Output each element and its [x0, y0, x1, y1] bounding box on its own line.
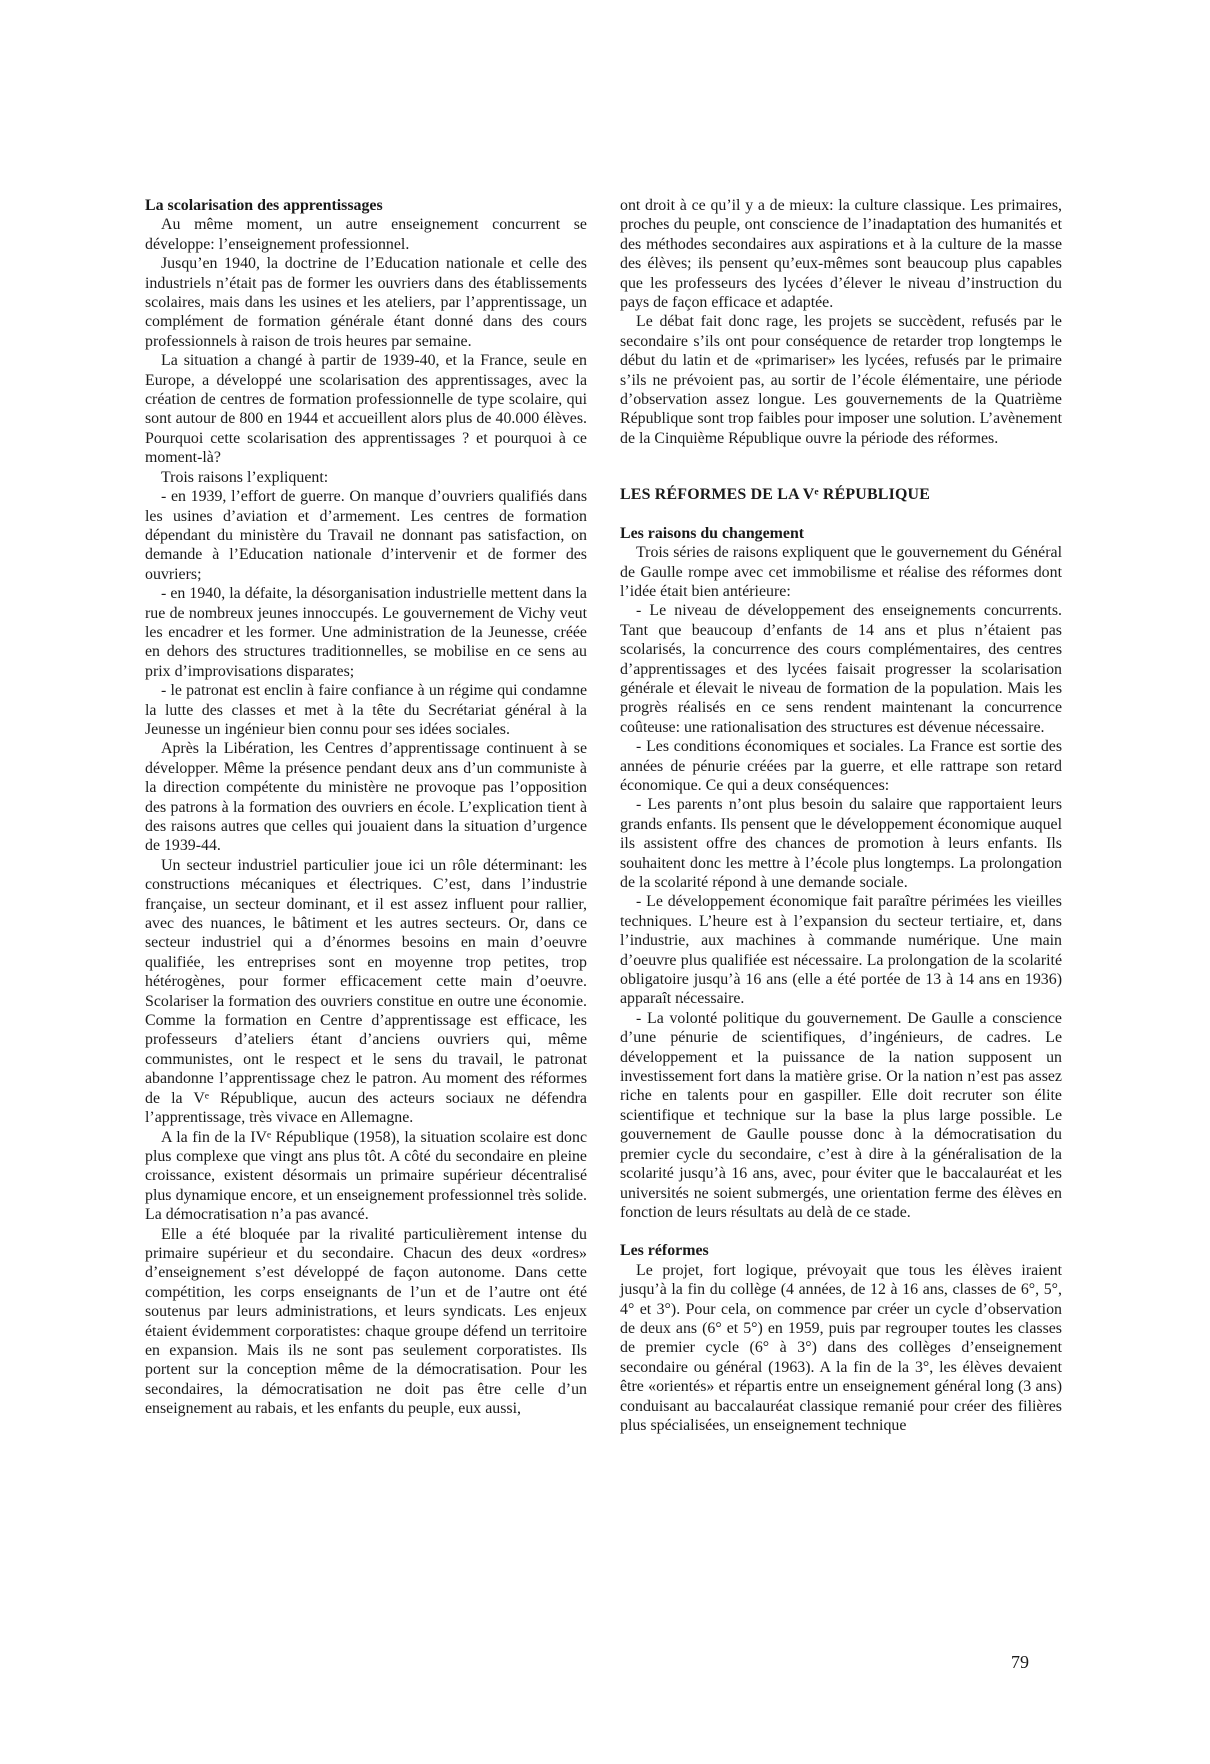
paragraph: A la fin de la IVᵉ République (1958), la situation scolaire est donc plus complexe que vingt ans plus tôt. A côté du secondaire en pleine croissance, existent désormais un primaire supérieur décentralisé plus dynamique encore, et un enseignement professionnel très solide. La démocratisation n’a pas avancé. — [145, 1128, 587, 1224]
subheading-reformes: Les réformes — [620, 1242, 709, 1260]
paragraph: Un secteur industriel particulier joue ici un rôle déterminant: les constructions mécaniques et électriques. C’est, dans l’industrie française, un secteur dominant, et il est assez influent pour rallier, avec des nuances, le bâtiment et les autres secteurs. Or, dans ce secteur industriel qui a d’énormes besoins en main d’oeuvre qualifiée, les entreprises sont en moyenne trop petites, trop hétérogènes, pour former efficacement cette main d’oeuvre. Scolariser la formation des ouvriers constitue en outre une économie. Comme la formation en Centre d’apprentissage est efficace, les professeurs d’ateliers étant d’anciens ouvriers qui, même communistes, ont le respect et le sens du travail, le patronat abandonne l’apprentissage chez le patron. Au moment des réformes de la Vᵉ République, aucun des acteurs sociaux ne défendra l’apprentissage, très vivace en Allemagne. — [145, 856, 587, 1127]
paragraph: Le débat fait donc rage, les projets se succèdent, refusés par le secondaire s’ils ont pour conséquence de retarder trop longtemps le début du latin et de «primariser» les lycées, refusés par le primaire s’ils ne prévoient pas, au sortir de l’école élémentaire, une période d’observation assez longue. Les gouvernements de la Quatrième République sont trop faibles pour imposer une solution. L’avènement de la Cinquième République ouvre la période des réformes. — [620, 313, 1062, 447]
paragraph: - en 1939, l’effort de guerre. On manque d’ouvriers qualifiés dans les usines d’aviation et d’armement. Les centres de formation dépendant du ministère du Travail ne donnant pas satisfaction, on demande à l’Education nationale d’intervenir et de former des ouvriers; — [145, 488, 587, 583]
paragraph: La situation a changé à partir de 1939-40, et la France, seule en Europe, a développé une scolarisation des apprentissages, avec la création de centres de formation professionnelle de type scolaire, qui sont autour de 800 en 1944 et accueillent alors plus de 40.000 élèves. Pourquoi cette scolarisation des apprentissages ? et pourquoi à ce moment-là? — [145, 352, 587, 467]
paragraph: Trois séries de raisons expliquent que le gouvernement du Général de Gaulle rompe avec cet immobilisme et réalise des réformes dont l’idée était bien antérieure: — [620, 544, 1062, 600]
right-column — [620, 196, 1062, 1435]
paragraph: - Le développement économique fait paraître périmées les vieilles techniques. L’heure est à l’expansion du secteur tertiaire, et, dans l’industrie, aux machines à commande numérique. Une main d’oeuvre plus qualifiée est nécessaire. La prolongation de la scolarité obligatoire jusqu’à 16 ans (elle a été portée de 13 à 14 ans en 1936) apparaît nécessaire. — [620, 893, 1062, 1008]
spacer — [620, 448, 1062, 485]
paragraph: ont droit à ce qu’il y a de mieux: la culture classique. Les primaires, proches du peuple, ont conscience de l’inadaptation des humanités et des méthodes secondaires aux aspirations et à la culture de la masse des élèves; ils pensent qu’eux-mêmes sont beaucoup plus capables que les professeurs des lycées d’élever le niveau d’instruction du pays de façon efficace et adaptée. — [620, 197, 1062, 312]
spacer — [620, 1222, 1062, 1241]
section-heading-scolarisation: La scolarisation des apprentissages — [145, 197, 383, 214]
paragraph: Au même moment, un autre enseignement concurrent se développe: l’enseignement professionnel. — [145, 216, 587, 253]
paragraph: Trois raisons l’expliquent: — [161, 468, 329, 486]
paragraph: - Les parents n’ont plus besoin du salaire que rapportaient leurs grands enfants. Ils pensent que le développement économique auquel ils assistent offre des chances de promotion à leurs enfants. Ils souhaitent donc les mettre à l’école plus longtemps. La prolongation de la scolarité répond à une demande sociale. — [620, 796, 1062, 891]
spacer — [620, 505, 1062, 524]
paragraph: - en 1940, la défaite, la désorganisation industrielle mettent dans la rue de nombreux jeunes innoccupés. Le gouvernement de Vichy veut les encadrer et les former. Une administration de la Jeunesse, créée en dehors des structures traditionnelles, se mobilise en ce sens au prix d’improvisations disparates; — [145, 585, 587, 680]
paragraph: Elle a été bloquée par la rivalité particulièrement intense du primaire supérieur et du secondaire. Chacun des deux «ordres» d’enseignement s’est développé de façon autonome. Dans cette compétition, les corps enseignants de l’un et de l’autre ont été soutenus par leurs administrations, et leurs syndicats. Les enjeux étaient évidemment corporatistes: chaque groupe défend un territoire en expansion. Mais ils ne sont pas seulement corporatistes. Ils portent sur la conception même de la démocratisation. Pour les secondaires, la démocratisation ne doit pas être celle d’un enseignement au rabais, et les enfants du peuple, eux aussi, — [145, 1225, 587, 1418]
paragraph: - La volonté politique du gouvernement. De Gaulle a conscience d’une pénurie de scientifiques, d’ingénieurs, de cadres. Le développement et la puissance de la nation supposent un investissement fort dans la matière grise. Or la nation n’est pas assez riche en talents pour en gaspiller. Elle doit recruter son élite scientifique et technique sur la base la plus large possible. Le gouvernement de Gaulle pousse donc à la démocratisation du premier cycle du secondaire, c’est à dire à la généralisation de la scolarité jusqu’à 16 ans, avec, pour éviter que le baccalauréat et les universités ne soient submergés, une orientation ferme des élèves en fonction de leurs résultats au delà de ce stade. — [620, 1009, 1062, 1221]
paragraph: Le projet, fort logique, prévoyait que tous les élèves iraient jusqu’à la fin du collège (4 années, de 12 à 16 ans, classes de 6°, 5°, 4° et 3°). Pour cela, on commence par créer un cycle d’observation de deux ans (6° et 5°) en 1959, puis par regrouper toutes les classes de premier cycle (6° à 3°) dans des collèges d’enseignement secondaire ou général (1963). A la fin de la 3°, les élèves devaient être «orientés» et répartis entre un enseignement général long (3 ans) conduisant au baccalauréat classique remanié pour créer des filières plus spécialisées, un enseignement technique — [620, 1261, 1062, 1434]
page-number: 79 — [1011, 1652, 1029, 1672]
paragraph: Jusqu’en 1940, la doctrine de l’Education nationale et celle des industriels n’était pas de former les ouvriers dans des établissements scolaires, mais dans les usines et les ateliers, par l’apprentissage, un complément de formation générale étant donné dans des cours professionnels à raison de trois heures par semaine. — [145, 255, 587, 350]
subheading-raisons: Les raisons du changement — [620, 524, 805, 542]
left-column — [145, 196, 587, 1419]
paragraph: - le patronat est enclin à faire confiance à un régime qui condamne la lutte des classes et met à la tête du Secrétariat général à la Jeunesse un ingénieur bien connu pour ses idées sociales. — [145, 682, 587, 738]
section-title-reformes: LES RÉFORMES DE LA Vᵉ RÉPUBLIQUE — [620, 486, 930, 504]
paragraph: - Le niveau de développement des enseignements concurrents. Tant que beaucoup d’enfants de 14 ans et plus n’étaient pas scolarisés, la concurrence des cours complémentaires, des centres d’apprentissages et des lycées faisait progresser la scolarisation générale et élevait le niveau de formation de la population. Mais les progrès réalisés en ce sens rendent maintenant la concurrence coûteuse: une rationalisation des structures est dévenue nécessaire. — [620, 602, 1062, 736]
paragraph: - Les conditions économiques et sociales. La France est sortie des années de pénurie créées par la guerre, et elle rattrape son retard économique. Ce qui a deux conséquences: — [620, 738, 1062, 794]
paragraph: Après la Libération, les Centres d’apprentissage continuent à se développer. Même la présence pendant deux ans d’un communiste à la direction compétente du ministère ne provoque pas l’opposition des patrons à la formation des ouvriers en école. L’explication tient à des raisons autres que celles qui jouaient dans la situation d’urgence de 1939-44. — [145, 740, 587, 855]
